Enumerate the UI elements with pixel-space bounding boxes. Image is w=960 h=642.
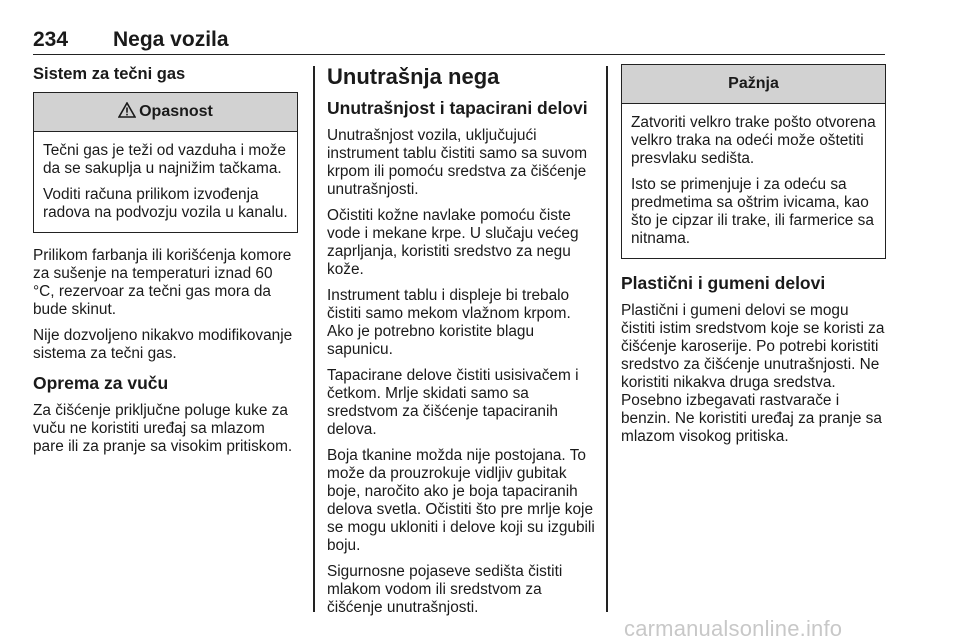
column-1 [33,64,298,464]
danger-box-body [34,132,297,232]
body-paragraph: Boja tkanine možda nije postojana. To može da prouzrokuje vidljiv gubitak boje, naročito ako je boja tapaciranih delova svetla. Očistiti što pre mrlje koje se mogu ukloniti i delove koji su izgubili boju. [327,447,595,554]
body-paragraph: Prilikom farbanja ili korišćenja komore za sušenje na temperaturi iznad 60 °C, rezervoar za tečni gas mora da bude skinut. [33,247,292,318]
body-paragraph: Nije dozvoljeno nikakvo modifikovanje sistema za tečni gas. [33,327,293,362]
danger-box [33,92,298,233]
body-paragraph: Plastični i gumeni delovi se mogu čistiti istim sredstvom koje se koristi za čišćenje karoserije. Po potrebi koristiti sredstvo za čišćenje unutrašnjosti. Ne koristiti nikakva druga sredstva. Posebno izbegavati rastvarače i benzin. Ne koristiti uređaj za pranje sa mlazom visokog pritiska. [621,302,885,445]
body-paragraph: Očistiti kožne navlake pomoću čiste vode i mekane krpe. U slučaju većeg zaprljanja, koristiti sredstvo za negu kože. [327,207,579,278]
notice-box-header [622,65,885,104]
interior-care-heading: Unutrašnja nega [327,64,500,89]
body-paragraph: Tapacirane delove čistiti usisivačem i četkom. Mrlje skidati samo sa sredstvom za čišćenje tapaciranih delova. [327,367,579,438]
lpg-heading: Sistem za tečni gas [33,65,186,83]
body-paragraph: Unutrašnjost vozila, uključujući instrument tablu čistiti samo sa suvom krpom ili pomoću sredstva za čišćenje unutrašnjosti. [327,127,588,198]
plastic-rubber-heading: Plastični i gumeni delovi [621,273,826,293]
column-3 [621,64,886,454]
notice-box-title: Pažnja [728,75,779,92]
body-paragraph: Za čišćenje priključne poluge kuke za vuču ne koristiti uređaj sa mlazom pare ili za pranje sa visokim pritiskom. [33,402,293,455]
danger-paragraph: Voditi računa prilikom izvođenja radova na podvozju vozila u kanalu. [43,186,288,221]
body-paragraph: Sigurnosne pojaseve sedišta čistiti mlakom vodom ili sredstvom za čišćenje unutrašnjosti. [327,563,563,616]
danger-box-title: Opasnost [139,103,213,120]
danger-box-header [34,93,297,132]
page-number: 234 [33,28,69,51]
danger-paragraph: Tečni gas je teži od vazduha i može da se sakuplja u najnižim tačkama. [43,142,286,177]
column-divider [606,66,608,612]
towing-heading: Oprema za vuču [33,373,169,393]
notice-box [621,64,886,259]
body-paragraph: Instrument tablu i displeje bi trebalo čistiti samo mekom vlažnom krpom. Ako je potrebno koristite blagu sapunicu. [327,287,571,358]
column-2 [327,64,595,625]
page-header [33,28,885,55]
warning-triangle-icon [118,102,136,123]
notice-paragraph: Isto se primenjuje i za odeću sa predmetima sa oštrim ivicama, kao što je cipzar ili trake, ili farmerice sa nitnama. [631,176,874,247]
notice-box-body [622,104,885,258]
watermark: carmanualsonline.info [624,616,843,641]
interior-subheading: Unutrašnjost i tapacirani delovi [327,98,588,118]
notice-paragraph: Zatvoriti velkro trake pošto otvorena velkro traka na odeći može oštetiti presvlaku sedišta. [631,114,876,167]
chapter-title: Nega vozila [113,28,229,51]
column-divider [313,66,315,612]
